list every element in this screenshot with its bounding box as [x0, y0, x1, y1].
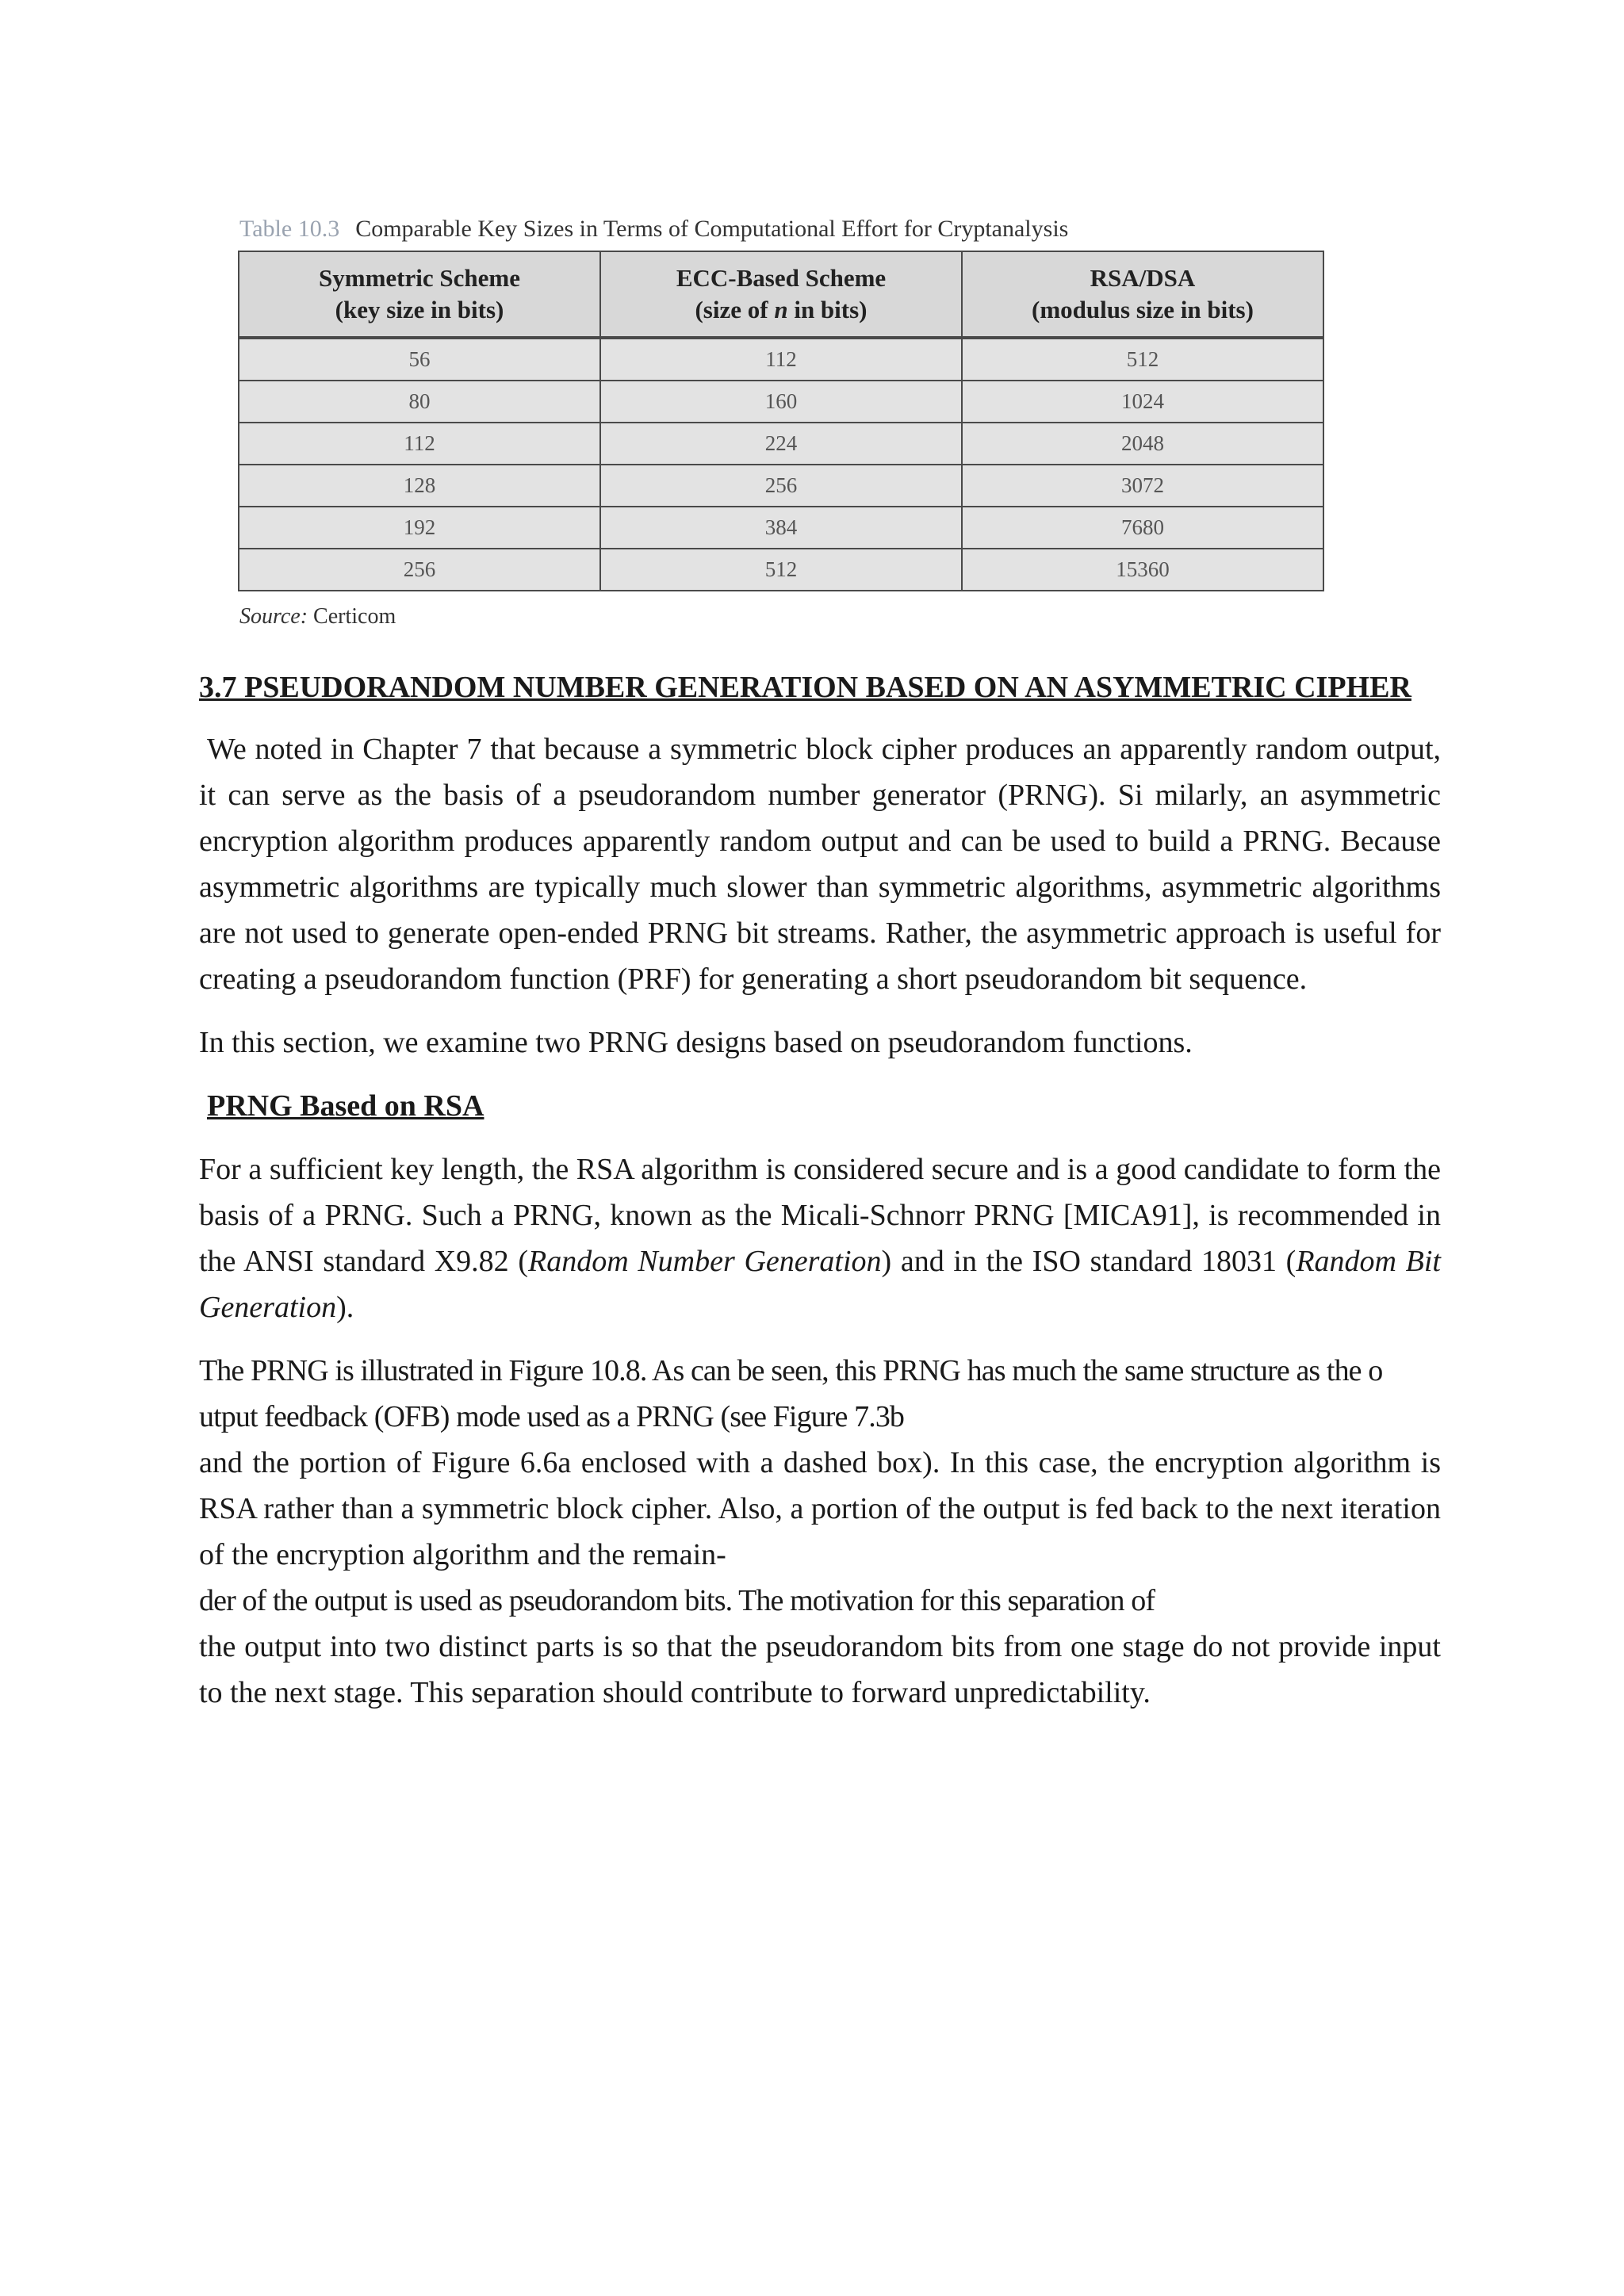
structure-line: utput feedback (OFB) mode used as a PRNG (see Figure 7.3b [199, 1400, 905, 1433]
section-heading: 3.7 PSEUDORANDOM NUMBER GENERATION BASED ON AN ASYMMETRIC CIPHER [199, 671, 1411, 704]
table-row [239, 381, 1323, 423]
rsa-citation-title-2: Random Bit Generation [199, 1245, 1441, 1324]
structure-line: The PRNG is illustrated in Figure 10.8. As can be seen, this PRNG has much the same structure as the o [199, 1354, 1383, 1387]
source-label: Source: [239, 604, 308, 629]
paragraph-intro: We noted in Chapter 7 that because a symmetric block cipher produces an apparently random output, it can serve as the basis of a pseudorandom number generator (PRNG). Si milarly, an asymmetric encryption algorithm produces apparently random output and can be used to build a PRNG. Because asymmetric algorithms are typically much slower than symmetric algorithms, asymmetric algorithms are not used to generate open-ended PRNG bit streams. Rather, the asymmetric approach is useful for creating a pseudorandom function (PRF) for generating a short pseudorandom bit sequence. [199, 733, 1441, 996]
table-cell: 1024 [962, 381, 1323, 423]
rsa-citation-title-1: Random Number Generation [528, 1245, 882, 1278]
table-cell: 3072 [962, 465, 1323, 507]
source-value: Certicom [313, 604, 396, 629]
table-cell: 15360 [962, 549, 1323, 591]
paragraph-rsa [199, 1146, 1441, 1330]
header-rsa-unit: (modulus size in bits) [1032, 296, 1254, 323]
table-cell: 192 [239, 507, 600, 549]
table-cell: 7680 [962, 507, 1323, 549]
table-row [239, 549, 1323, 591]
table-row [239, 423, 1323, 465]
table-cell: 112 [239, 423, 600, 465]
structure-line: der of the output is used as pseudorandom bits. The motivation for this separation of [199, 1584, 1155, 1617]
header-rsa [962, 251, 1323, 338]
structure-line: the output into two distinct parts is so that the pseudorandom bits from one stage do not provide input to the next stage. This separation should contribute to forward unpredictability. [199, 1630, 1441, 1709]
table-cell: 512 [962, 338, 1323, 381]
table-source [239, 604, 1326, 629]
header-symmetric-title: Symmetric Scheme [319, 264, 520, 292]
paragraph-overview: In this section, we examine two PRNG designs based on pseudorandom functions. [199, 1026, 1193, 1059]
header-rsa-title: RSA/DSA [1090, 264, 1196, 292]
table-row [239, 507, 1323, 549]
key-size-table-figure [238, 216, 1326, 629]
table-cell: 56 [239, 338, 600, 381]
table-cell: 112 [600, 338, 962, 381]
document-body [199, 664, 1441, 1716]
key-size-table [238, 251, 1324, 591]
table-cell: 128 [239, 465, 600, 507]
rsa-text-3: ). [336, 1291, 354, 1324]
table-cell: 160 [600, 381, 962, 423]
table-cell: 2048 [962, 423, 1323, 465]
table-cell: 384 [600, 507, 962, 549]
table-cell: 512 [600, 549, 962, 591]
table-caption [239, 216, 1326, 243]
rsa-text-2: ) and in the ISO standard 18031 ( [881, 1245, 1297, 1278]
structure-line: and the portion of Figure 6.6a enclosed with a dashed box). In this case, the encryption algorithm is RSA rather than a symmetric block cipher. Also, a portion of the output is fed back to the next iteration of the encryption algorithm and the remain- [199, 1446, 1441, 1571]
table-title: Comparable Key Sizes in Terms of Computational Effort for Cryptanalysis [355, 216, 1069, 242]
table-cell: 256 [239, 549, 600, 591]
paragraph-structure [199, 1348, 1441, 1716]
rsa-text-1: For a sufficient key length, the RSA algorithm is considered secure and is a good candidate to form the basis of a PRNG. Such a PRNG, known as the Micali-Schnorr PRNG [MICA91], is recommended in the ANSI standard X9.82 ( [199, 1153, 1441, 1278]
table-cell: 80 [239, 381, 600, 423]
header-symmetric-unit: (key size in bits) [335, 296, 504, 323]
table-cell: 256 [600, 465, 962, 507]
header-ecc-unit: (size of n in bits) [695, 296, 868, 323]
header-ecc [600, 251, 962, 338]
header-ecc-title: ECC-Based Scheme [676, 264, 887, 292]
table-row [239, 465, 1323, 507]
table-cell: 224 [600, 423, 962, 465]
table-header-row [239, 251, 1323, 338]
subsection-heading: PRNG Based on RSA [207, 1089, 485, 1123]
header-symmetric [239, 251, 600, 338]
table-number: Table 10.3 [239, 216, 340, 242]
table-row [239, 338, 1323, 381]
